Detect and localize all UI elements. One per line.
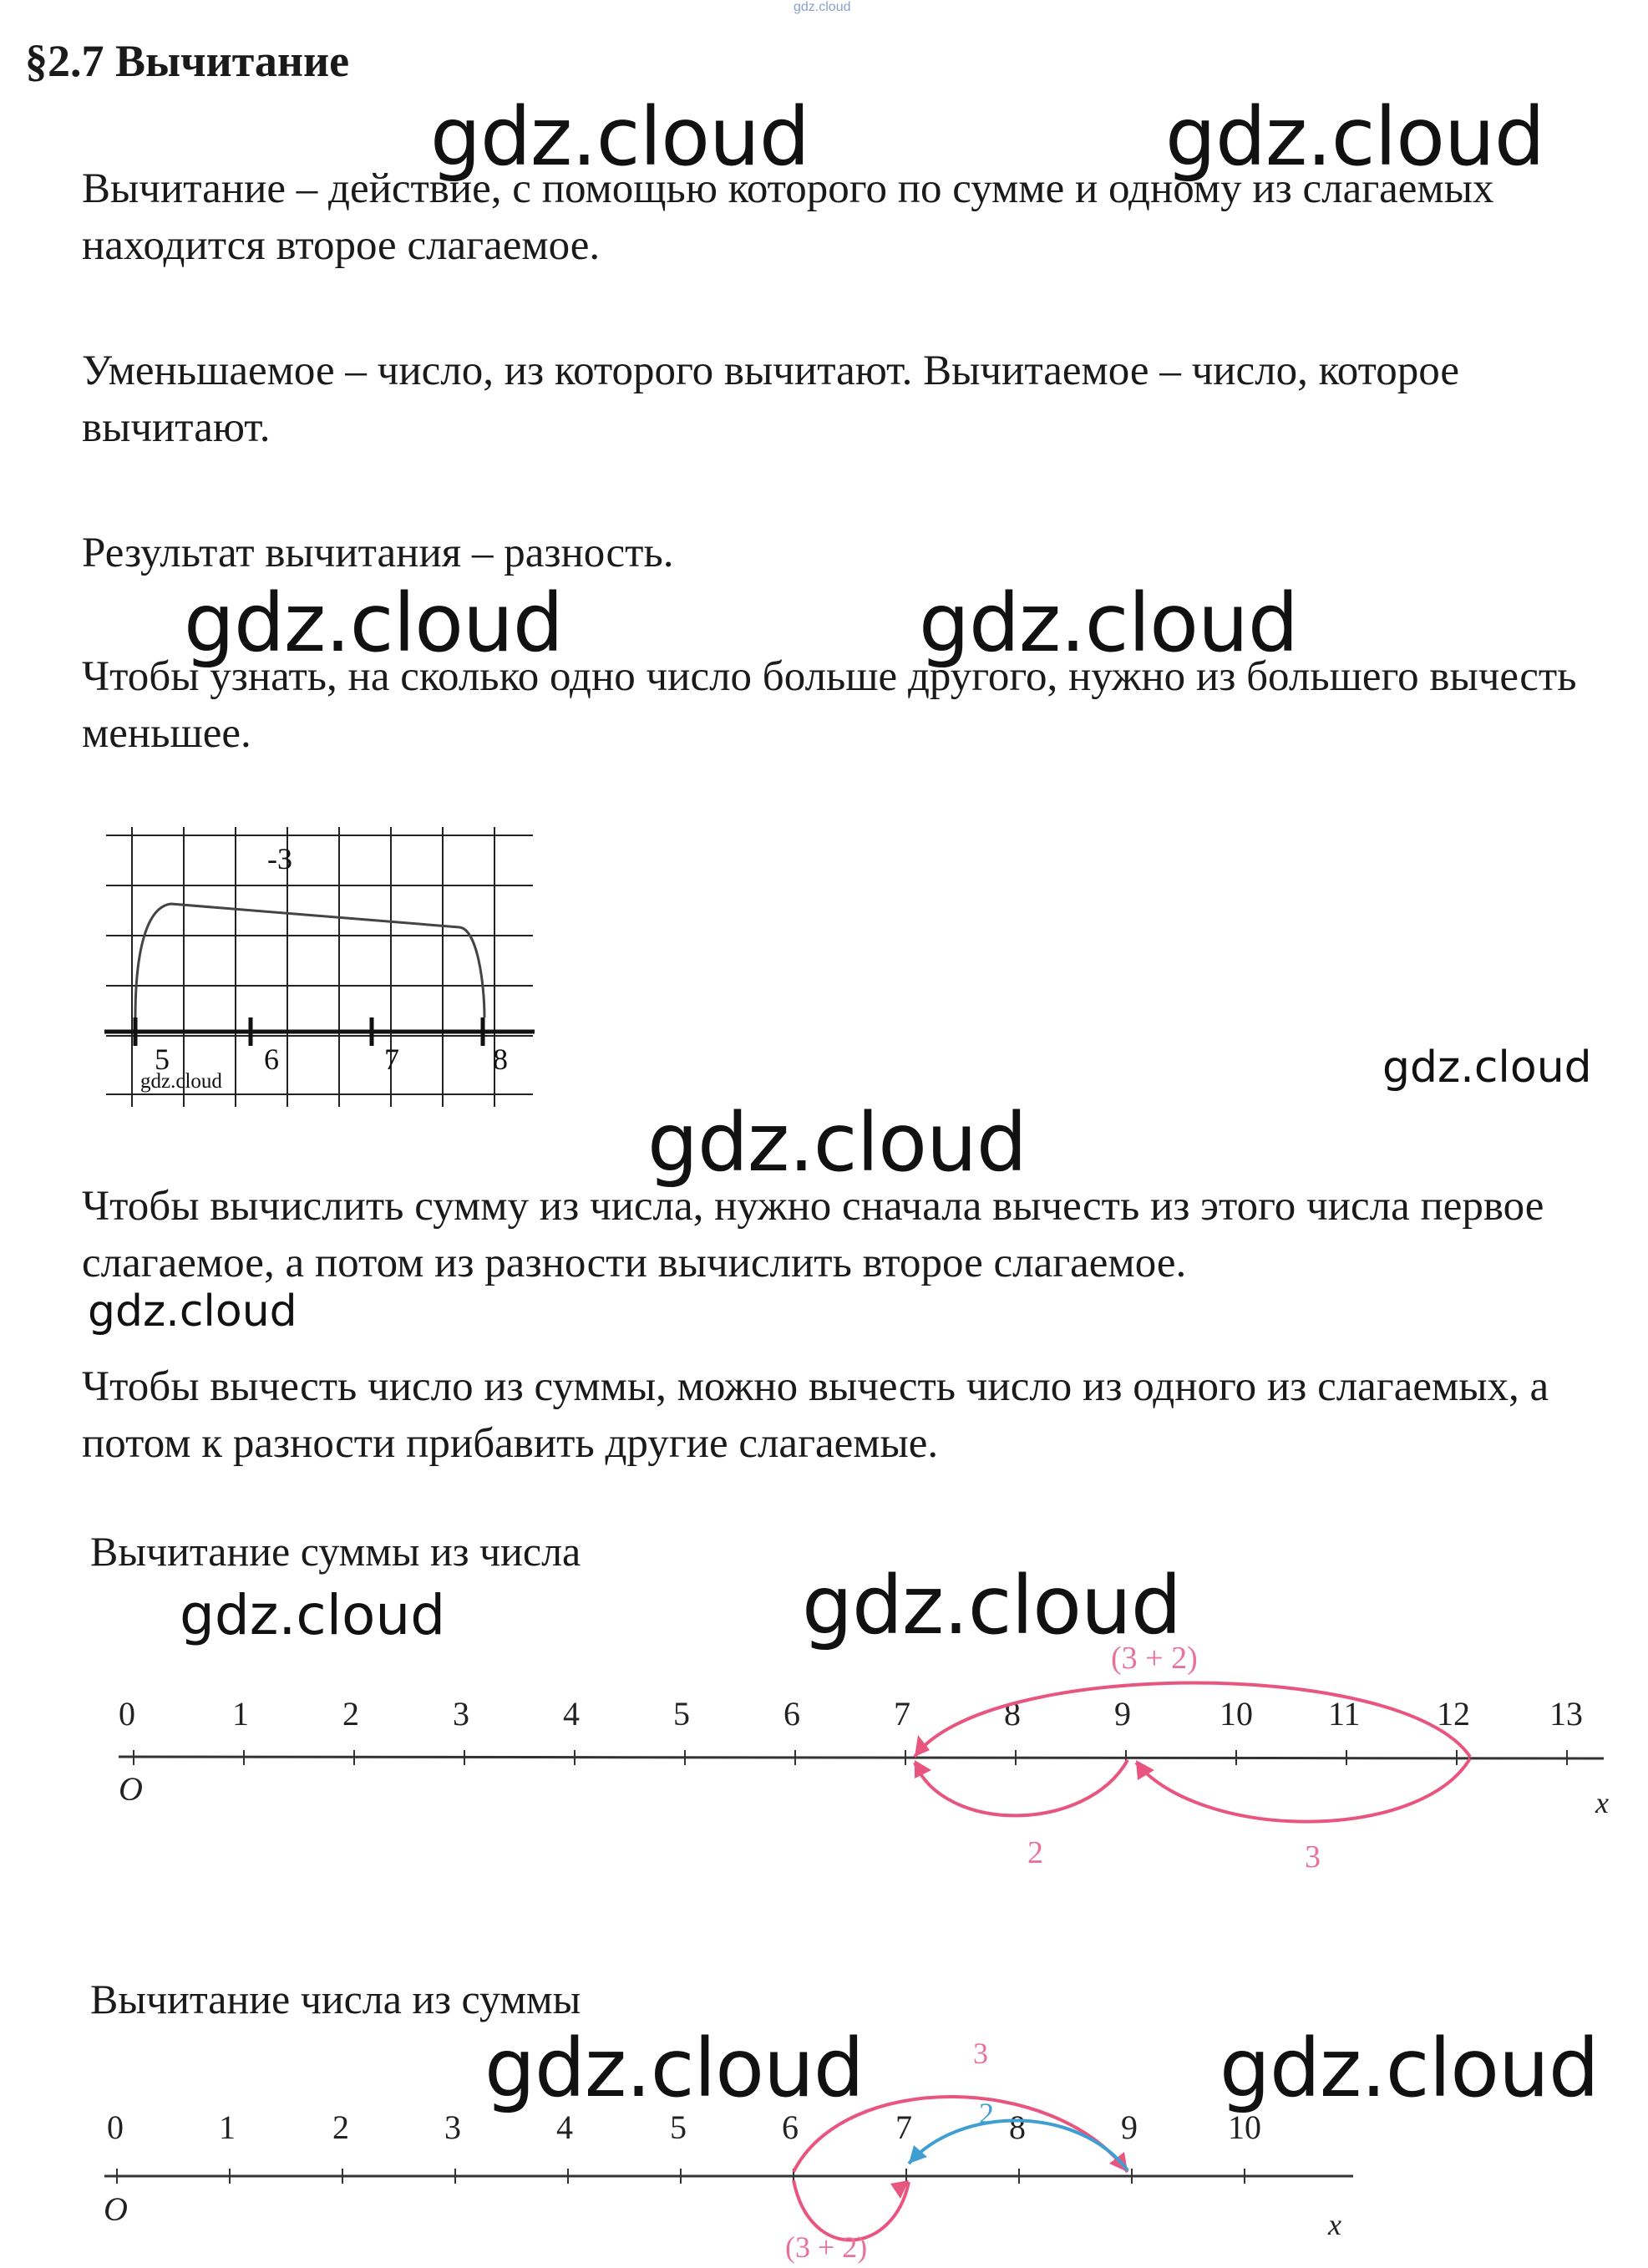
arc-bottom-2	[915, 1760, 1128, 1815]
page-title: §2.7 Вычитание	[25, 36, 350, 86]
tick-label-7: 7	[895, 2108, 912, 2146]
paragraph-subtract-sum: Чтобы вычислить сумму из числа, нужно сначала вычесть из этого числа первое слагаемое, а потом из разности вычислить второе слагаемое.	[82, 1183, 1544, 1286]
tick-label-6: 6	[783, 1695, 800, 1733]
watermark: gdz.cloud	[1220, 2022, 1599, 2115]
tick-label-2: 2	[342, 1695, 359, 1733]
grid-lines	[106, 827, 533, 1107]
paragraph-how-much-more: Чтобы узнать, на сколько одно число больше другого, нужно из большего вычесть меньшее.	[82, 653, 1577, 757]
tiny-watermark: gdz.cloud	[794, 0, 851, 14]
tick-label-9: 9	[1114, 1695, 1131, 1733]
watermark: gdz.cloud	[484, 2022, 864, 2115]
number-line-subtract-sum	[100, 1625, 1645, 1875]
number-line-subtract-from-sum	[92, 2038, 1387, 2268]
tick-label-11: 11	[1328, 1695, 1361, 1733]
bottom-arc-label-2: 2	[1027, 1835, 1043, 1870]
paragraph-subtract-from-sum: Чтобы вычесть число из суммы, можно вычесть число из одного из слагаемых, а потом к разности прибавить другие слагаемые.	[82, 1363, 1549, 1467]
jump-arc	[135, 904, 484, 1017]
tick-label-9: 9	[1121, 2108, 1138, 2146]
caption-sum-from-number: Вычитание суммы из числа	[90, 1528, 581, 1575]
watermark: gdz.cloud	[802, 1559, 1181, 1652]
tick-label-7: 7	[894, 1695, 910, 1733]
watermark: gdz.cloud	[1382, 1043, 1592, 1093]
tick-label-8: 8	[1009, 2108, 1026, 2146]
tick-label-6: 6	[264, 1043, 279, 1076]
watermark: gdz.cloud	[140, 1070, 222, 1093]
arc-bottom-3	[1136, 1758, 1470, 1822]
watermark: gdz.cloud	[88, 1286, 297, 1337]
tick-label-6: 6	[782, 2108, 799, 2146]
tick-label-1: 1	[232, 1695, 249, 1733]
axis-x-label: x	[1595, 1786, 1609, 1819]
tick-label-12: 12	[1437, 1695, 1470, 1733]
tick-label-0: 0	[107, 2108, 124, 2146]
top-arc-label: 3	[973, 2038, 988, 2070]
tick-label-10: 10	[1228, 2108, 1261, 2146]
paragraph-difference: Результат вычитания – разность.	[82, 530, 674, 576]
tick-label-4: 4	[563, 1695, 580, 1733]
blue-arc-label: 2	[979, 2097, 994, 2130]
origin-label: O	[119, 1770, 143, 1808]
tick-label-8: 8	[493, 1043, 508, 1076]
tick-label-7: 7	[384, 1043, 399, 1076]
tick-label-5: 5	[155, 1043, 170, 1076]
tick-label-5: 5	[673, 1695, 690, 1733]
grid-number-line-figure	[100, 827, 551, 1119]
watermark: gdz.cloud	[647, 1096, 1027, 1190]
tick-label-0: 0	[119, 1695, 135, 1733]
tick-label-3: 3	[444, 2108, 461, 2146]
top-arc-label: (3 + 2)	[1111, 1641, 1198, 1676]
axis-x-label: x	[1328, 2208, 1341, 2241]
x-axis	[119, 1757, 1604, 1758]
watermark: gdz.cloud	[919, 576, 1298, 670]
watermark: gdz.cloud	[1165, 90, 1544, 184]
tick-label-5: 5	[670, 2108, 687, 2146]
arc-top-subtract-sum	[915, 1683, 1470, 1758]
tick-label-3: 3	[453, 1695, 469, 1733]
tick-label-4: 4	[556, 2108, 573, 2146]
paragraph-subtraction-definition: Вычитание – действие, с помощью которого по сумме и одному из слагаемых находится второе слагаемое.	[82, 165, 1494, 269]
tick-label-2: 2	[332, 2108, 349, 2146]
watermark: gdz.cloud	[430, 90, 809, 184]
origin-label: O	[104, 2190, 128, 2228]
watermark: gdz.cloud	[180, 1583, 446, 1647]
tick-label-8: 8	[1004, 1695, 1021, 1733]
arrowhead	[915, 1735, 930, 1757]
tick-label-13: 13	[1549, 1695, 1583, 1733]
bottom-arc-label: (3 + 2)	[785, 2230, 868, 2264]
bottom-arc-label-3: 3	[1305, 1839, 1321, 1875]
caption-number-from-sum: Вычитание числа из суммы	[90, 1976, 581, 2022]
tick-label-1: 1	[219, 2108, 236, 2146]
tick-label-10: 10	[1220, 1695, 1253, 1733]
paragraph-minuend-subtrahend: Уменьшаемое – число, из которого вычитают. Вычитаемое – число, которое вычитают.	[82, 348, 1459, 451]
jump-label: -3	[267, 842, 292, 875]
watermark: gdz.cloud	[184, 576, 563, 670]
